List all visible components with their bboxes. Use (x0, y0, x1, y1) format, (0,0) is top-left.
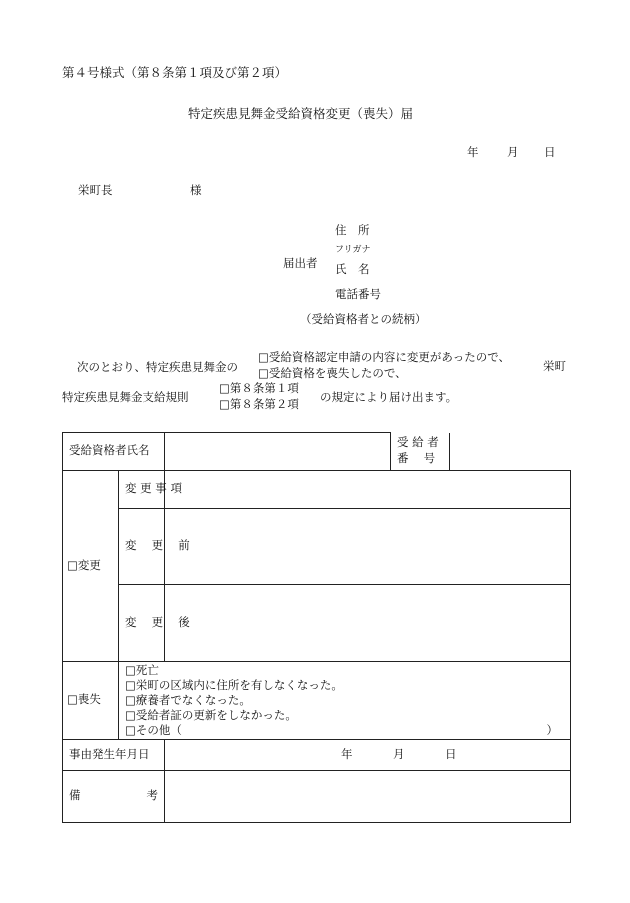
statement-town: 栄町 (543, 359, 566, 373)
statement-article-1: □第８条第１項 (219, 381, 299, 395)
occurrence-date-label: 事由発生年月日 (63, 739, 165, 770)
page-title: 特定疾患見舞金受給資格変更（喪失）届 (188, 106, 414, 121)
loss-reason-other-label: □その他（ (125, 722, 182, 737)
occurrence-day: 日 (445, 746, 457, 761)
after-field[interactable] (165, 584, 571, 661)
occurrence-month: 月 (393, 746, 405, 761)
remarks-label (63, 770, 165, 822)
recipient-number-label (391, 433, 450, 470)
occurrence-date-field[interactable] (165, 739, 571, 770)
after-label: 変 更 後 (119, 584, 165, 661)
notifier-label: 届出者 (283, 256, 318, 270)
recipient-name-field[interactable] (165, 433, 391, 471)
change-label[interactable]: □変更 (63, 470, 119, 661)
remarks-label-2: 考 (146, 788, 158, 803)
remarks-label-1: 備 (69, 788, 81, 803)
loss-reason-moved[interactable]: □栄町の区域内に住所を有しなくなった。 (125, 677, 343, 692)
notification-table (62, 432, 571, 823)
date-month: 月 (507, 145, 519, 159)
occurrence-year: 年 (341, 746, 353, 761)
statement-article-2: □第８条第２項 (219, 397, 299, 411)
notifier-furigana-label: フリガナ (335, 245, 371, 255)
loss-reason-other[interactable] (125, 723, 564, 738)
loss-reasons (119, 661, 571, 739)
recipient-number-label-2: 番 号 (397, 451, 436, 465)
loss-label[interactable]: □喪失 (63, 661, 119, 739)
loss-reason-other-close: ） (546, 722, 558, 737)
before-label: 変 更 前 (119, 508, 165, 584)
change-item-field[interactable] (165, 470, 571, 508)
statement-line1-prefix: 次のとおり、特定疾患見舞金の (77, 360, 238, 374)
recipient-number-field[interactable] (450, 433, 571, 470)
addressee-honorific: 様 (190, 183, 202, 197)
loss-reason-death[interactable]: □死亡 (125, 662, 159, 677)
remarks-field[interactable] (165, 770, 571, 822)
notifier-relation-label: （受給資格者との続柄） (300, 312, 427, 326)
addressee-name: 栄町長 (78, 183, 113, 197)
statement-option-change: □受給資格認定申請の内容に変更があったので、 (258, 350, 511, 364)
loss-reason-not-patient[interactable]: □療養者でなくなった。 (125, 692, 251, 707)
statement-suffix: の規定により届け出ます。 (320, 390, 458, 404)
notifier-name-label: 氏 名 (335, 262, 370, 276)
notifier-phone-label: 電話番号 (335, 287, 381, 301)
before-field[interactable] (165, 508, 571, 584)
recipient-number-label-1: 受 給 者 (397, 435, 439, 450)
form-number: 第４号様式（第８条第１項及び第２項） (62, 65, 288, 80)
statement-line2-prefix: 特定疾患見舞金支給規則 (62, 390, 189, 404)
recipient-name-label: 受給資格者氏名 (63, 433, 165, 471)
loss-reason-not-renewed[interactable]: □受給者証の更新をしなかった。 (125, 707, 297, 722)
change-item-label: 変 更 事 項 (119, 470, 165, 508)
notifier-address-label: 住 所 (335, 223, 370, 237)
statement-option-loss: □受給資格を喪失したので、 (258, 366, 407, 380)
date-day: 日 (544, 145, 556, 159)
date-year: 年 (467, 145, 479, 159)
